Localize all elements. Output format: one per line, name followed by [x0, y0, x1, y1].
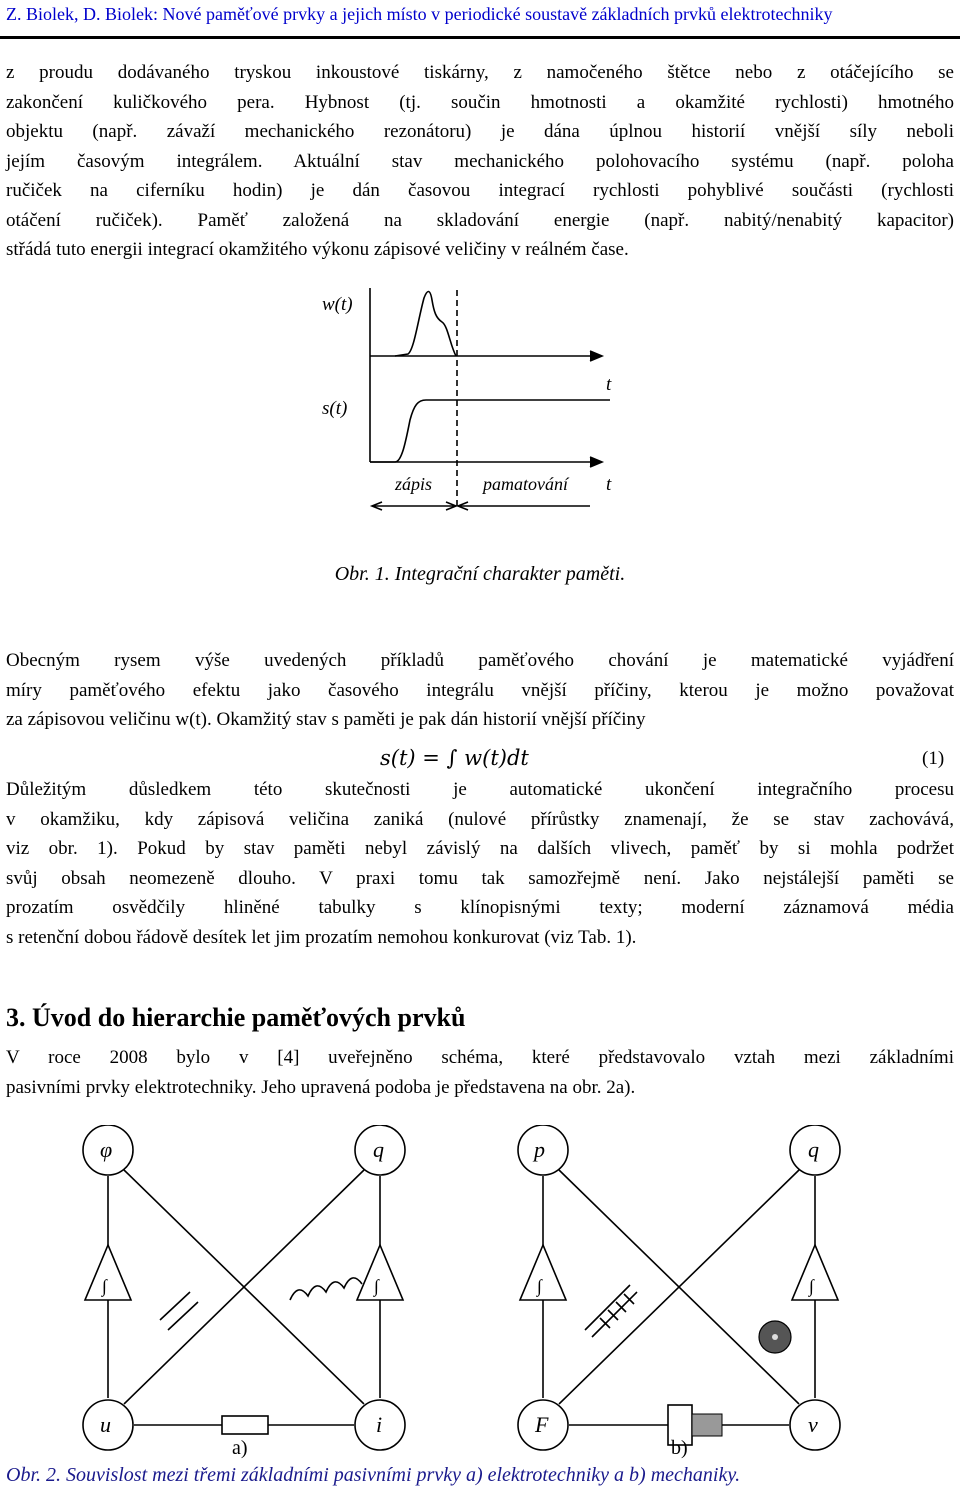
label-s: s(t) [322, 398, 348, 419]
running-header: Z. Biolek, D. Biolek: Nové paměťové prvky a jejich místo v periodické soustavě základních prvků elektrotechniky [6, 4, 833, 24]
paragraph-3 [6, 775, 954, 952]
fig2b-label: b) [671, 1437, 688, 1459]
label-t-top: t [606, 374, 612, 395]
paragraph-1 [6, 58, 954, 265]
fig2a-bottom-left: u [100, 1412, 111, 1437]
fig2b-integrator-left: ∫ [537, 1276, 542, 1296]
text-line: střádá tuto energii integrací okamžitého výkonu zápisové veličiny v reálném čase. [6, 239, 629, 260]
w-axis-arrow [590, 351, 602, 361]
fig2a-integrator-right: ∫ [374, 1276, 379, 1296]
panel-a [83, 1125, 405, 1450]
header-rule [0, 36, 960, 39]
label-zapis: zápis [395, 474, 433, 494]
fig2a-top-left: φ [100, 1137, 113, 1162]
fig2a-label: a) [232, 1437, 248, 1459]
text-line: objektu (např. závaží mechanického rezonátoru) je dána úplnou historií vnější síly neboli [6, 121, 954, 142]
equation-number: (1) [922, 748, 945, 769]
paragraph-2 [6, 646, 954, 735]
text-line: z proudu dodávaného tryskou inkoustové tiskárny, z namočeného štětce nebo z otáčejícího se [6, 62, 954, 83]
text-line: jejím časovým integrálem. Aktuální stav mechanického polohovacího systému (např. poloha [6, 150, 954, 172]
s-axis-arrow [590, 457, 602, 467]
paragraph-4 [6, 1043, 954, 1102]
text-line: Důležitým důsledkem této skutečnosti je automatické ukončení integračního procesu [6, 779, 954, 800]
fig2a-bottom-right: i [376, 1412, 383, 1437]
figure-2-caption: Obr. 2. Souvislost mezi třemi základními pasivními prvky a) elektrotechniky a b) mechaniky. [6, 1464, 741, 1486]
text-line: viz obr. 1). Pokud by stav paměti nebyl závislý na dalších vlivech, paměť by si mohla podržet [6, 838, 954, 859]
label-t-bottom: t [606, 474, 612, 495]
fig2b-bottom-right: v [808, 1412, 818, 1437]
w-curve [395, 292, 456, 357]
text-line: prozatím osvědčily hliněné tabulky s klínopisnými texty; moderní záznamová média [6, 897, 954, 918]
text-line: svůj obsah neomezeně dlouho. V praxi tomu tak samozřejmě není. Jako nejstálejší paměti se [6, 867, 954, 889]
fig2a-top-right: q [373, 1137, 384, 1162]
fig2b-integrator-right: ∫ [809, 1276, 814, 1296]
text-line: Obecným rysem výše uvedených příkladů paměťového chování je matematické vyjádření [6, 650, 954, 671]
s-curve [370, 400, 610, 462]
figure-2 [0, 1125, 960, 1465]
fig2b-top-left: p [534, 1137, 545, 1162]
text-line: zakončení kuličkového pera. Hybnost (tj. součin hmotnosti a okamžité rychlosti) hmotného [6, 91, 954, 113]
text-line: V roce 2008 bylo v [4] uveřejněno schéma, které představovalo vztah mezi základními [6, 1047, 954, 1068]
text-line: míry paměťového efektu jako časového integrálu vnější příčiny, kterou je možno považovat [6, 679, 954, 701]
fig2b-top-right: q [808, 1137, 819, 1162]
label-w: w(t) [322, 294, 353, 315]
text-line: pasivními prvky elektrotechniky. Jeho upravená podoba je představena na obr. 2a). [6, 1076, 636, 1098]
text-line: za zápisovou veličinu w(t). Okamžitý stav s paměti je pak dán historií vnější příčiny [6, 709, 646, 730]
text-line: v okamžiku, kdy zápisová veličina zaniká (nulové přírůstky znamenají, že se stav zachovává, [6, 808, 954, 830]
fig2b-bottom-left: F [535, 1412, 549, 1437]
text-line: s retenční dobou řádově desítek let jim prozatím nemohou konkurovat (viz Tab. 1). [6, 926, 637, 948]
text-line: otáčení ručiček). Paměť založená na skladování energie (např. nabitý/nenabitý kapacitor) [6, 209, 954, 231]
label-pamatovani: pamatování [483, 474, 568, 494]
text-line: ručiček na ciferníku hodin) je dán časovou integrací rychlosti pohyblivé součásti (rychlosti [6, 180, 954, 201]
fig2a-integrator-left: ∫ [102, 1276, 107, 1296]
equation-1: s(t) = ∫ w(t)dt [380, 746, 529, 770]
panel-b [518, 1125, 840, 1450]
section-heading: 3. Úvod do hierarchie paměťových prvků [6, 1003, 466, 1032]
figure-1 [0, 280, 960, 560]
figure-1-caption: Obr. 1. Integrační charakter paměti. [334, 563, 626, 585]
